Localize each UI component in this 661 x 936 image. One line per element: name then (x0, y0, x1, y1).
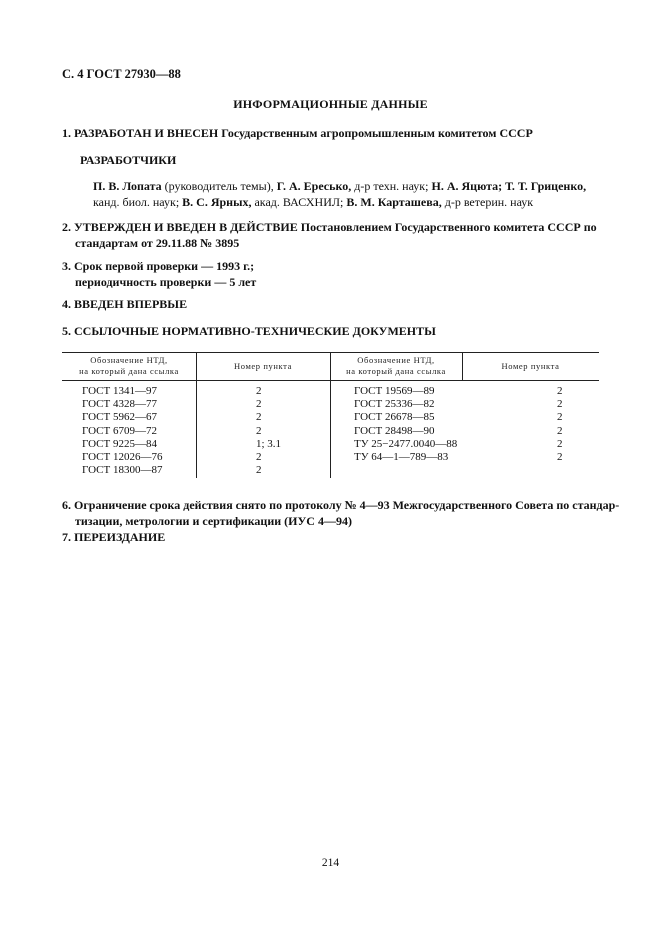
table-cell-item: 2 (557, 424, 563, 437)
table-header-item: Номер пункта (234, 361, 292, 371)
table-cell-doc: ГОСТ 19569—89 (354, 385, 435, 397)
developer-role: д-р ветерин. наук (441, 195, 534, 209)
developers-list (93, 178, 603, 210)
table-header-doc (62, 355, 196, 377)
section-1-text: Государственным агропромышленным комитетом СССР (221, 126, 533, 140)
table-header-doc-line2: на который дана ссылка (79, 366, 179, 376)
table-cell-item: 2 (557, 437, 563, 450)
table-header-doc-line1: Обозначение НТД, (90, 355, 168, 365)
developers-heading: РАЗРАБОТЧИКИ (80, 153, 177, 167)
left-docs-column (82, 385, 162, 477)
section-2-line1: 2. УТВЕРЖДЕН И ВВЕДЕН В ДЕЙСТВИЕ Постановлением Государственного комитета СССР по (62, 220, 597, 234)
table-cell-item: 2 (256, 398, 262, 411)
table-header-item: Номер пункта (501, 361, 560, 371)
developer-role: канд. биол. наук; (93, 195, 183, 209)
reference-table (62, 352, 599, 478)
table-cell-item: 2 (557, 398, 563, 411)
section-4: 4. ВВЕДЕН ВПЕРВЫЕ (62, 297, 188, 311)
table-cell-doc: ТУ 25−2477.0040—88 (354, 437, 458, 450)
right-items-column (557, 385, 563, 464)
table-cell-item: 2 (256, 451, 262, 464)
section-5: 5. ССЫЛОЧНЫЕ НОРМАТИВНО-ТЕХНИЧЕСКИЕ ДОКУМЕНТЫ (62, 324, 436, 338)
developer-name: В. М. Карташева, (346, 195, 442, 209)
table-cell-doc: ГОСТ 4328—77 (82, 398, 157, 411)
section-7: 7. ПЕРЕИЗДАНИЕ (62, 530, 166, 544)
table-cell-doc: ГОСТ 25336—82 (354, 398, 435, 411)
table-cell-doc: ГОСТ 1341—97 (82, 385, 157, 397)
table-cell-item: 2 (557, 385, 563, 397)
page-header: С. 4 ГОСТ 27930—88 (62, 67, 181, 81)
section-3 (62, 258, 602, 290)
table-cell-doc: ГОСТ 18300—87 (82, 464, 163, 477)
table-header-doc (330, 355, 462, 377)
developer-name: Н. А. Яцюта; Т. Т. Гриценко, (431, 179, 587, 193)
table-cell-item: 2 (557, 411, 563, 424)
right-docs-column (354, 385, 457, 464)
section-1-label: 1. РАЗРАБОТАН И ВНЕСЕН (62, 126, 219, 140)
section-6-line1: 6. Ограничение срока действия снято по протоколу № 4—93 Межгосударственного Совета по стандар- (62, 498, 620, 512)
table-cell-item: 2 (557, 451, 563, 464)
page-title: ИНФОРМАЦИОННЫЕ ДАННЫЕ (233, 97, 428, 111)
section-6 (62, 497, 620, 529)
table-cell-doc: ГОСТ 28498—90 (354, 424, 435, 437)
section-6-line2: тизации, метрологии и сертификации (ИУС 4—94) (75, 514, 352, 528)
table-cell-doc: ГОСТ 26678—85 (354, 411, 435, 424)
developer-name: П. В. Лопата (93, 179, 162, 193)
table-cell-doc: ГОСТ 9225—84 (82, 437, 157, 450)
developer-role: (руководитель темы), (161, 179, 277, 193)
section-2-line2: стандартам от 29.11.88 № 3895 (75, 236, 240, 250)
table-cell-doc: ГОСТ 12026—76 (82, 451, 163, 464)
table-header-doc-line1: Обозначение НТД, (357, 355, 435, 365)
section-1 (62, 126, 533, 141)
section-2 (62, 219, 602, 251)
table-cell-item: 2 (256, 464, 262, 477)
table-cell-doc: ТУ 64—1—789—83 (354, 451, 449, 464)
table-cell-item: 2 (256, 411, 262, 424)
section-3-line2: периодичность проверки — 5 лет (75, 275, 257, 289)
table-cell-doc: ГОСТ 5962—67 (82, 411, 157, 424)
table-header-doc-line2: на который дана ссылка (346, 366, 446, 376)
table-cell-item: 2 (256, 424, 262, 437)
table-cell-doc: ГОСТ 6709—72 (82, 424, 157, 437)
table-cell-item: 2 (256, 385, 262, 397)
left-items-column (256, 385, 281, 477)
section-3-line1: 3. Срок первой проверки — 1993 г.; (62, 259, 255, 273)
developer-role: д-р техн. наук; (351, 179, 432, 193)
table-cell-item: 1; 3.1 (256, 437, 282, 450)
developer-name: Г. А. Ересько, (276, 179, 352, 193)
page-number: 214 (321, 857, 340, 869)
developer-role: акад. ВАСХНИЛ; (251, 195, 347, 209)
developer-name: В. С. Ярных, (182, 195, 252, 209)
